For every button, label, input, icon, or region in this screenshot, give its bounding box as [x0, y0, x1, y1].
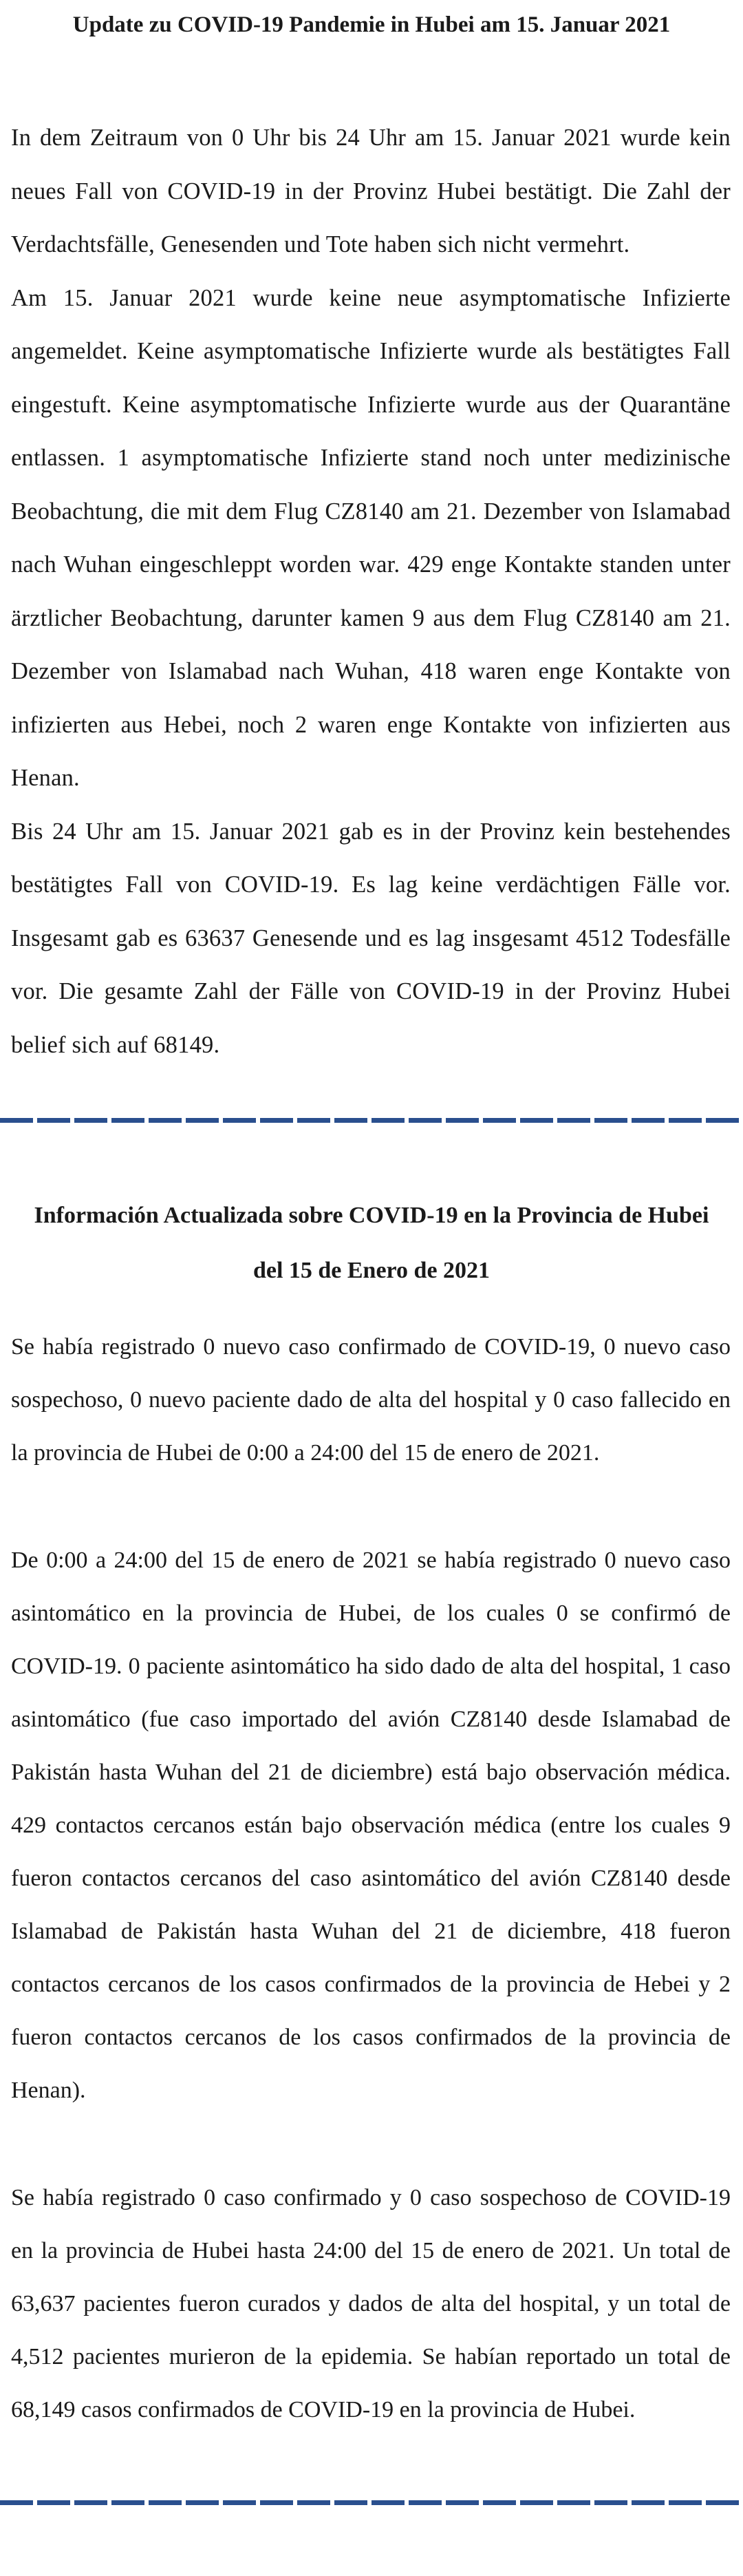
- section-divider-2: [0, 2500, 743, 2505]
- german-title: Update zu COVID-19 Pandemie in Hubei am 15. Januar 2021: [72, 12, 671, 37]
- spanish-paragraph-2: De 0:00 a 24:00 del 15 de enero de 2021 se había registrado 0 nuevo caso asintomático en la provincia de Hubei, de los cuales 0 se confirmó de COVID-19. 0 paciente asintomático ha sido dado de alta del hospital, 1 caso asintomático (fue caso importado del avión CZ8140 desde Islamabad de Pakistán hasta Wuhan del 21 de diciembre) está bajo observación médica. 429 contactos cercanos están bajo observación médica (entre los cuales 9 fueron contactos cercanos del caso asintomático del avión CZ8140 desde Islamabad de Pakistán hasta Wuhan del 21 de diciembre, 418 fueron contactos cercanos de los casos confirmados de la provincia de Hebei y 2 fueron contactos cercanos de los casos confirmados de la provincia de Henan).: [11, 1548, 731, 2103]
- german-paragraph-1: In dem Zeitraum von 0 Uhr bis 24 Uhr am 15. Januar 2021 wurde kein neues Fall von COVID-19 in der Provinz Hubei bestätigt. Die Zahl der Verdachtsfälle, Genesenden und Tote haben sich nicht vermehrt.: [11, 125, 731, 257]
- spanish-paragraph-2-block: [11, 1534, 731, 2117]
- german-paragraph-3: Bis 24 Uhr am 15. Januar 2021 gab es in der Provinz kein bestehendes bestätigtes Fall von COVID-19. Es lag keine verdächtigen Fälle vor. Insgesamt gab es 63637 Genesende und es lag insgesamt 4512 Todesfälle vor. Die gesamte Zahl der Fälle von COVID-19 in der Provinz Hubei belief sich auf 68149.: [11, 818, 731, 1058]
- german-body: [11, 112, 731, 1072]
- section-divider-1: [0, 1118, 743, 1123]
- spanish-paragraph-1-block: [11, 1320, 731, 1479]
- spanish-paragraph-3: Se había registrado 0 caso confirmado y 0 caso sospechoso de COVID-19 en la provincia de Hubei hasta 24:00 del 15 de enero de 2021. Un total de 63,637 pacientes fueron curados y dados de alta del hospital, y un total de 4,512 pacientes murieron de la epidemia. Se habían reportado un total de 68,149 casos confirmados de COVID-19 en la provincia de Hubei.: [11, 2185, 731, 2422]
- spanish-title-line-1: Información Actualizada sobre COVID-19 en la Provincia de Hubei: [34, 1203, 709, 1228]
- spanish-paragraph-3-block: [11, 2171, 731, 2436]
- spanish-title: [0, 1188, 743, 1298]
- spanish-title-line-2: del 15 de Enero de 2021: [252, 1258, 491, 1283]
- spanish-paragraph-1: Se había registrado 0 nuevo caso confirmado de COVID-19, 0 nuevo caso sospechoso, 0 nuevo paciente dado de alta del hospital y 0 caso fallecido en la provincia de Hubei de 0:00 a 24:00 del 15 de enero de 2021.: [11, 1334, 731, 1466]
- german-paragraph-2: Am 15. Januar 2021 wurde keine neue asymptomatische Infizierte angemeldet. Keine asymptomatische Infizierte wurde als bestätigtes Fall eingestuft. Keine asymptomatische Infizierte wurde aus der Quarantäne entlassen. 1 asymptomatische Infizierte stand noch unter medizinische Beobachtung, die mit dem Flug CZ8140 am 21. Dezember von Islamabad nach Wuhan eingeschleppt worden war. 429 enge Kontakte standen unter ärztlicher Beobachtung, darunter kamen 9 aus dem Flug CZ8140 am 21. Dezember von Islamabad nach Wuhan, 418 waren enge Kontakte von infizierten aus Hebei, noch 2 waren enge Kontakte von infizierten aus Henan.: [11, 284, 731, 791]
